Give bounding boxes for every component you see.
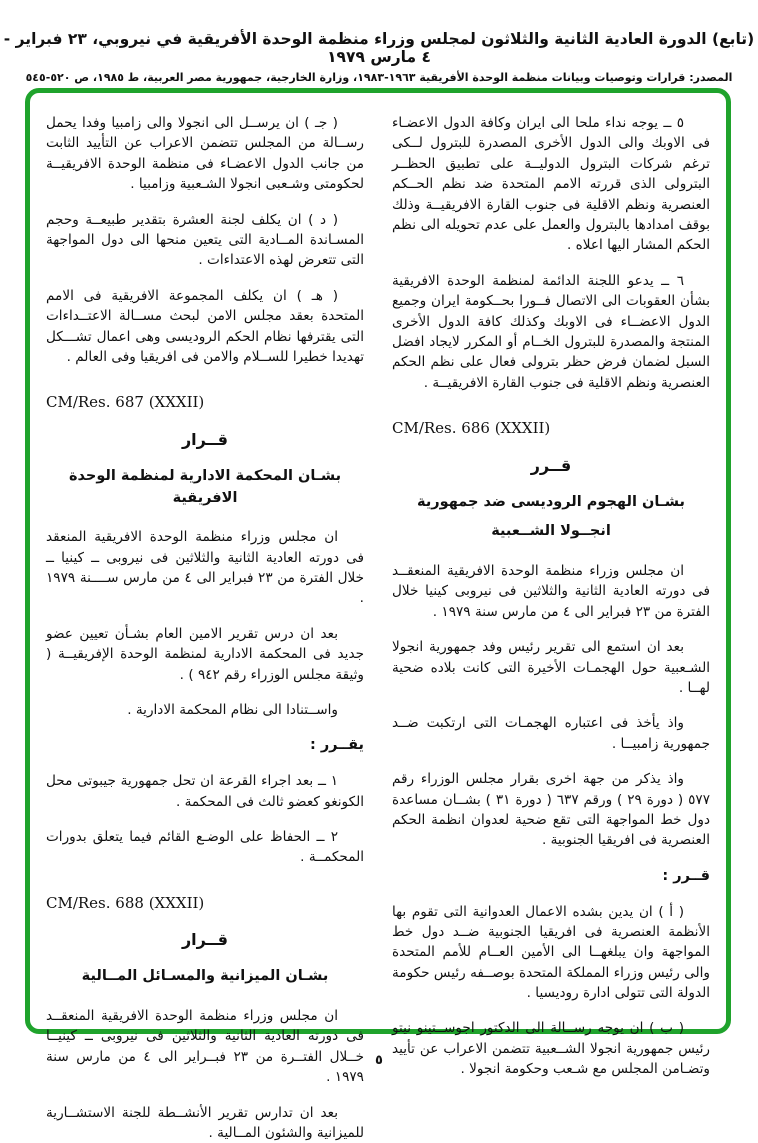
page-header [0,0,758,84]
page-number: ٥ [375,1053,383,1068]
resolution-subject-688: بشـان الميزانية والمسـائل المــالية [81,968,329,985]
preamble-686-2: بعد ان استمع الى تقرير رئيس وفد جمهورية انجولا الشـعبية حول الهجمـات الأخيرة التى كانت بلاده ضحية لهــا . [392,639,710,697]
resolution-subject-686-line1: بشـان الهجوم الروديسى ضد جمهورية [417,493,685,510]
session-title: (تابع) الدورة العادية الثانية والثلاثون لمجلس وزراء منظمة الوحدة الأفريقية في نيروبي، ٢٣ فبراير - ٤ مارس ١٩٧٩ [3,30,755,66]
paragraph-5: ٥ ــ يوجه نداء ملحا الى ايران وكافة الدول الاعضـاء فى الاوبك والى الدول الأخرى المصدرة للبترول لــكى ترغم شركات البترول الدوليــة على تطبيق الحظــر البترولى الذى قررته الامم المتحدة ضد نظم الحــكم العنصرية ونظم الاقلية فى جنوب القارة الافريقيــة وذلك بوقف امدادها بالبترول والعمل على عدم تحويله الى نظم الحكم المشار اليها اعلاه . [392,115,710,254]
preamble-688-1: ان مجلس وزراء منظمة الوحدة الافريقية المنعقــد فى دورته العادية الثانية والثلاثين فى نيروبى ــ كينيــا خــلال الفتــرة من ٢٣ فبــراير الى ٤ من مارس سنة ١٩٧٩ . [46,1007,364,1086]
preamble-686-1: ان مجلس وزراء منظمة الوحدة الافريقية المنعقــد فى دورته العادية الثانية والثلاثين فى نيروبى كينيا خلال الفترة من ٢٣ فبراير الى ٤ من مارس سنة ١٩٧٩ . [392,563,710,620]
preamble-687-2: بعد ان درس تقرير الامين العام بشـأن تعيين عضو جديد فى المحكمة الادارية لمنظمة الوحدة الإفريقيــة ( وثيقة مجلس الوزراء رقم ٩٤٢ ) . [46,625,364,683]
operative-item-b: ( ب ) ان يوجه رســالة الى الدكتور اجوســتينو نيتو رئيس جمهورية انجولا الشــعبية تتضمن الاعراب عن تأييد وتضـامن المجلس مع شـعب وحكومة انجولا . [392,1020,710,1078]
left-column [46,113,364,1141]
operative-item-2: ٢ ــ الحفاظ على الوضـع القائم فيما يتعلق بدورات المحكمــة . [46,828,364,866]
text-columns [46,113,710,1141]
preamble-686-4: واذ يذكر من جهة اخرى بقرار مجلس الوزراء رقم ٥٧٧ ( دورة ٢٩ ) ورقم ٦٣٧ ( دورة ٣١ ) بشــان مساعدة دول خط المواجهة التى تقع ضحية لعدوان انظمة الحكم العنصرية فى افريقيا الجنوبية . [392,771,710,849]
preamble-687-1: ان مجلس وزراء منظمة الوحدة الافريقية المنعقد فى دورته العادية الثانية والثلاثين فى نيروبى ــ كينيا ــ خلال الفترة من ٢٣ فبراير الى ٤ من مارس ســــنة ١٩٧٩ . [46,529,364,607]
operative-item-d: ( د ) ان يكلف لجنة العشرة بتقدير طبيعــة وحجم المسـاندة المــادية التى يتعين منحها الى دول المواجهة التى تتعرض لهذه الاعتداءات . [46,211,364,269]
decision-heading-686: قــرر [530,455,572,475]
decision-heading-687: قــرار [181,429,229,449]
decision-heading-688: قــرار [181,930,229,950]
operative-item-c: ( جـ ) ان يرســل الى انجولا والى زامبيا وفدا يحمل رســالة من المجلس تتضمن الاعراب عن التأييد الثابت من جانب الدول الاعضـاء فى منظمة الوحدة الافريقيــة لحكومتى وشـعبى انجولا الشـعبية وزامبيا . [46,115,364,193]
resolution-number-687: CM/Res. 687 (XXXII) [46,393,205,412]
decides-word-686: قــرر : [662,867,710,884]
right-column [392,113,710,1078]
operative-item-1: ١ ــ بعد اجراء القرعة ان تحل جمهورية جيبوتى محل الكونغو كعضو ثالث فى المحكمة . [46,773,364,810]
green-frame [25,88,731,1141]
resolution-number-686: CM/Res. 686 (XXXII) [392,419,551,438]
source-line: المصدر: قرارات وتوصيات وبيانات منظمة الوحدة الأفريقية ١٩٦٣-١٩٨٣، وزارة الخارجية، جمهورية مصر العربية، ط ١٩٨٥، ص ٥٢٠-٥٤٥ [25,71,733,84]
resolution-subject-686-line2: انجــولا الشــعبية [491,523,611,540]
preamble-686-3: واذ يأخذ فى اعتباره الهجمـات التى ارتكبت ضــد جمهورية زامبيــا . [392,715,710,752]
paragraph-6: ٦ ــ يدعو اللجنة الدائمة لمنظمة الوحدة الافريقية بشأن العقوبات الى الاتصال فــورا بحــكومة ايران وجميع الدول الاعضــاء فى الاوبك وكذلك كافة الدول الأخرى المنتجة والمصدرة للبترول الخــام أو المكرر لايجاد افضل السبل لضمان فرض حظر بترولى فعال على نظم الحكم العنصرية ونظم الاقلية فى جنوب القارة الافريقيــة . [392,272,710,391]
preamble-688-2: بعد ان تدارس تقرير الأنشــطة للجنة الاستشــارية للميزانية والشئون المــالية . [46,1104,364,1141]
decides-word-687: يقــرر : [309,737,364,754]
operative-item-e: ( هـ ) ان يكلف المجموعة الافريقية فى الامم المتحدة بعقد مجلس الامن لبحث مســالة الاعتــداءات التى يقترفها نظام الحكم الروديسى وهى اعمال تشـــكل تهديدا خطيرا للســلام والامن فى افريقيا وفى العالم . [46,287,364,365]
resolution-number-688: CM/Res. 688 (XXXII) [46,893,205,912]
operative-item-a: ( أ ) ان يدين بشده الاعمال العدوانية التى تقوم بها الأنظمة العنصرية فى افريقيا الجنوبية ضــد دول خط المواجهة وان يبلغهــا الى الأمين العــام للأمم المتحدة والى رئيس وزراء المملكة المتحدة بوصــفه رئيس حكومة الدولة التى تتولى ادارة روديسيا . [392,903,710,1002]
resolution-subject-687: بشـان المحكمة الادارية لمنظمة الوحدة الافريقية [68,467,342,506]
preamble-687-3: واســتنادا الى نظام المحكمة الادارية . [127,702,338,719]
